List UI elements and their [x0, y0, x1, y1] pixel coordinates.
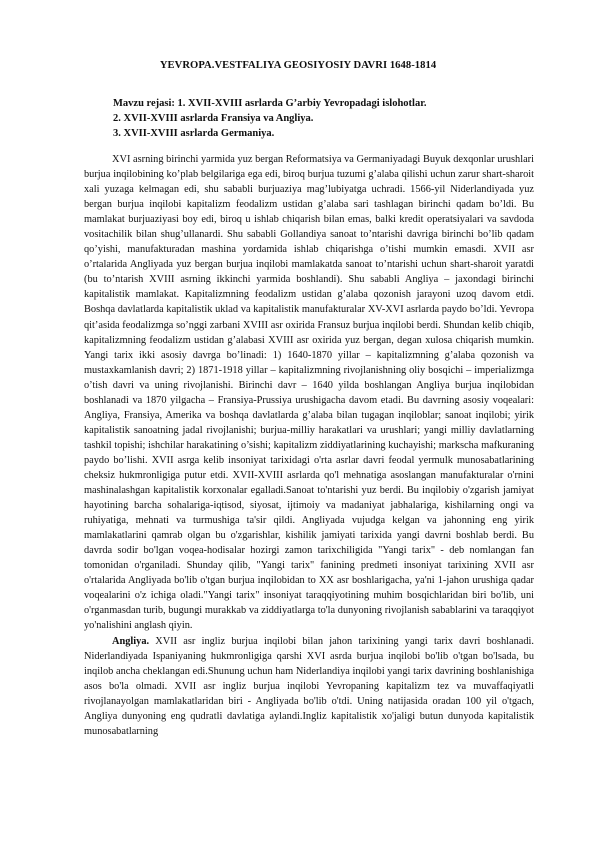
document-body: [84, 152, 534, 739]
paragraph-angliya-text: XVII asr ingliz burjua inqilobi bilan jahon tarixining yangi tarix davri boshlanadi. Niderlandiyada Ispaniyaning hukmronligiga qarshi XVI asrda burjua inqilobi bo'lib o'tgan bo'lsada, bu inqilob ancha cheklangan edi.Shunung uchun ham Niderlandiya inqilobi yangi tarix davrining boshlanishiga asos bo'la olmadi. XVII asr ingliz burjua inqilobi Yevropaning kapitalizm tez va muvaffaqiyatli rivojlanayolgan mamlakatlaridan biri - Angliyada bo'lib o'tdi. Uning natijasida oradan 100 yil o'tgach, Angliya dunyoning eng qudratli davlatiga aylandi.Ingliz kapitalistik xo'jaligi butun dunyoda kapitalistik munosabatlarning: [84, 635, 534, 737]
paragraph-introduction: XVI asrning birinchi yarmida yuz bergan Reformatsiya va Germaniyadagi Buyuk dexqonlar urushlari burjua inqilobining ko’plab belgilariga ega edi, biroq burjua tuzumi g’alaba qilishi uchun zarur shart-sharoit xali yuzaga kelmagan edi, shu sababli burjuaziya mag’lubiyatga uchradi. 1566-yil Niderlandiyada yuz bergan burjua inqilobi kapitalizm feodalizm ustidan g’alaba sari tashlagan birinchi qadam bo’ldi. Bu mamlakat burjuaziyasi boy edi, biroq u ishlab chiqarish bilan emas, balki kredit operatsiyalari va savdoda vositachilik bilan shug’ullanardi. Shu sababli Gollandiya sanoat to’ntarishi davriga birinchi bo’lib qadam qo’yishi, manufakturadan mashina yordamida ishlab chiqarishga o’tishi mumkin emasdi. XVII asr o’rtalarida Angliyada yuz bergan burjua inqilobi mamlakatda sanoat to’ntarishi uchun shart-sharoit yaratdi (bu to’ntarish XVIII asrning ikkinchi yarmida boshlandi). Shu sababli Angliya – jaxondagi birinchi kapitalistik mamlakat. Kapitalizmning feodalizm ustidan g’alaba qozonish jarayoni uzoq davom etdi. Boshqa davlatlarda kapitalistik uklad va kapitalistik manufakturalar XV-XVI asrlarda paydo bo’ldi. Yevropa qit’asida feodalizmga so’nggi zarbani XVIII asr oxirida Fransuz burjua inqilobi berdi. Shundan kelib chiqib, kapitalizmning feodalizm ustidan g’alabasi XVIII asr oxirida yuz bergan, degan xulosa chiqarish mumkin. Yangi tarix ikki asosiy davrga bo’linadi: 1) 1640-1870 yillar – kapitalizmning g’alaba qozonish va mustaxkamlanish davri; 2) 1871-1918 yillar – kapitalizmning rivojlanishning oliy bosqichi – imperializmga o’tish davri va uning rivojlanishi. Birinchi davr – 1640 yilda boshlangan Angliya burjua inqilobidan boshlanadi va 1870 yilgacha – Fransiya-Prussiya urushigacha davom etadi. Bu davrning asosiy voqealari: Angliya, Fransiya, Amerika va boshqa davlatlarda g’alaba bilan tugagan inqiloblar; sanoat inqilobi; yirik kapitalistik sanoatning jadal rivojlanishi; burjua-milliy harakatlari va urushlari; yangi milliy davlatlarning tashkil topishi; ishchilar harakatining o’sishi; kapitalizm ziddiyatlarining kuchayishi; markscha mafkuraning paydo bo’lishi. XVII asrga kelib insoniyat tarixidagi o'rta asrlar davri feodal yermulk munosabatlarining cheksiz hukmronligiga putur etdi. XVII-XVIII asrlarda qo'l mehnatiga asoslangan manufakturalar o'rnini mashinalashgan kapitalistik korxonalar egalladi.Sanoat to'ntarishi yuz berdi. Bu inqilobiy o'zgarish jamiyat hayotining barcha sohalariga-iqtisod, siyosat, ijtimoiy va madaniyat jabhalariga, kishilarning ongi va ruhiyatiga, mehnati va turmushiga ta'sir qildi. Angliyada vujudga kelgan va jahonning eng yirik mamlakatlarini qamrab olgan bu o'zgarishlar, kishilik jamiyati tarixida yangi davrni boshlab berdi. Bu davrda sodir bo'lgan voqea-hodisalar hozirgi zamon tarixchiligida "Yangi tarix" - deb nomlangan fan tomonidan o'rganiladi. Shunday qilib, "Yangi tarix" fanining predmeti insoniyat tarixining XVII asr o'rtalarida Angliyada bo'lib o'tgan burjua inqilobidan to XX asr boshlarigacha, ya'ni 1-jahon urushiga qadar voqealarini o'z ichiga oladi."Yangi tarix" insoniyat taraqqiyotining muhim bosqichlaridan biri bo'lib, uni o'rganmasdan turib, bugungi murakkab va ziddiyatlarga to'la dunyoning rivojlanish sabablarini va taraqqiyot yo'nalishini anglash qiyin.: [84, 154, 534, 632]
plan-line-2: 2. XVII-XVIII asrlarda Fransiya va Angliya.: [113, 113, 314, 125]
document-title: YEVROPA.VESTFALIYA GEOSIYOSIY DAVRI 1648-1814: [159, 60, 437, 71]
paragraph-angliya: [84, 634, 534, 739]
plan-line-3: 3. XVII-XVIII asrlarda Germaniya.: [113, 128, 275, 140]
paragraph-heading-angliya: Angliya.: [112, 635, 150, 647]
plan-line-1: Mavzu rejasi: 1. XVII-XVIII asrlarda G’arbiy Yevropadagi islohotlar.: [113, 98, 427, 109]
lesson-plan: [113, 96, 533, 142]
